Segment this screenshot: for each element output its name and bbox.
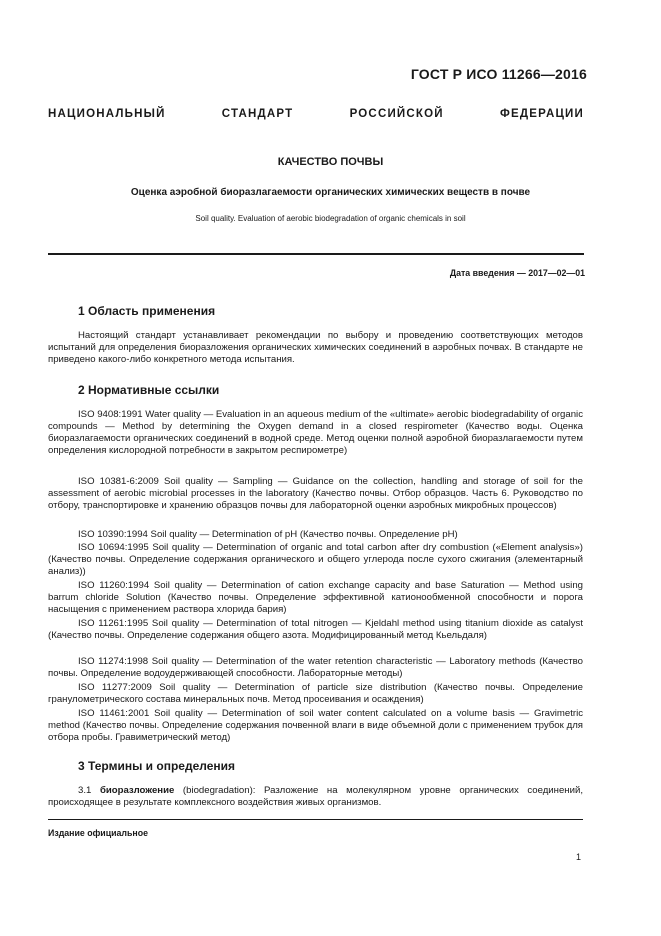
reference-item: ISO 11277:2009 Soil quality — Determination of particle size distribution (Качество почвы. Определение гранулометрического состава минеральных почв. Метод просеивания и осаждения) — [48, 682, 583, 705]
definition-number: 3.1 — [78, 785, 92, 796]
reference-item: ISO 10381-6:2009 Soil quality — Sampling — Guidance on the collection, handling and storage of soil for the assessment of aerobic microbial processes in the laboratory (Качество почвы. Отбор образцов. Часть 6. Руководство по отбору, транспортировке и хранению образцов почвы для лабораторной оценки аэробных микробных процессов) — [48, 476, 583, 511]
definition-text: (biodegradation): Разложение на молекулярном уровне органических соединений, происходящее в результате комплексного воздействия живых организмов. — [48, 785, 583, 808]
section-1-heading: 1 Область применения — [78, 304, 216, 318]
title-divider — [48, 253, 584, 255]
reference-item: ISO 9408:1991 Water quality — Evaluation in an aqueous medium of the «ultimate» aerobic biodegradability of organic compounds — Method by determining the Oxygen demand in a closed respirometer (Качество воды. Оценка биоразлагаемости органических соединений в водной среде. Метод оценки полной аэробной биоразлагаемости путем определения кислородной потребности в закрытом респирометре) — [48, 409, 583, 456]
section-1-text: Настоящий стандарт устанавливает рекомендации по выбору и проведению соответствующих методов испытаний для определения биоразложения органических химических соединений в аэробных почвах. В стандарте не приведено какого-либо конкретного метода испытания. — [48, 330, 583, 365]
national-standard-title: НАЦИОНАЛЬНЫЙ СТАНДАРТ РОССИЙСКОЙ ФЕДЕРАЦИИ — [48, 108, 584, 120]
document-subtitle-en: Soil quality. Evaluation of aerobic biodegradation of organic chemicals in soil — [195, 214, 466, 223]
definition-term: биоразложение — [99, 785, 175, 796]
reference-item: ISO 11274:1998 Soil quality — Determination of the water retention characteristic — Laboratory methods (Качество почвы. Определение водоудерживающей способности. Лабораторные методы) — [48, 656, 583, 679]
section-3-heading: 3 Термины и определения — [78, 759, 236, 773]
reference-item: ISO 10390:1994 Soil quality — Determination of pH (Качество почвы. Определение pH) — [78, 529, 458, 540]
reference-item: ISO 11461:2001 Soil quality — Determination of soil water content calculated on a volume basis — Gravimetric method (Качество почвы. Определение содержания почвенной влаги в виде объемной доли с применением трубок для отбора пробы. Гравиметрический метод) — [48, 708, 583, 743]
reference-item: ISO 11260:1994 Soil quality — Determination of cation exchange capacity and base Saturation — Method using barrum chloride Solution (Качество почвы. Определение эффективной катионообменной способности и порога насыщения с применением раствора хлорида бария) — [48, 580, 583, 615]
reference-item: ISO 11261:1995 Soil quality — Determination of total nitrogen — Kjeldahl method using titanium dioxide as catalyst (Качество почвы. Определение содержания общего азота. Модифицированный метод Кьельдаля) — [48, 618, 583, 641]
definition-3-1 — [48, 785, 583, 809]
section-2-heading: 2 Нормативные ссылки — [78, 383, 220, 397]
reference-item: ISO 10694:1995 Soil quality — Determination of organic and total carbon after dry combustion («Element analysis») (Качество почвы. Определение содержания органического и общего углерода после сухого сжигания (элементарный анализ)) — [48, 542, 583, 577]
document-subtitle-ru: Оценка аэробной биоразлагаемости органических химических веществ в почве — [130, 187, 531, 198]
official-edition-label: Издание официальное — [48, 828, 148, 838]
footer-divider — [48, 819, 583, 820]
document-title: КАЧЕСТВО ПОЧВЫ — [277, 156, 384, 168]
gost-number: ГОСТ Р ИСО 11266—2016 — [410, 66, 587, 82]
page-number: 1 — [575, 852, 581, 862]
introduction-date: Дата введения — 2017—02—01 — [449, 268, 585, 278]
